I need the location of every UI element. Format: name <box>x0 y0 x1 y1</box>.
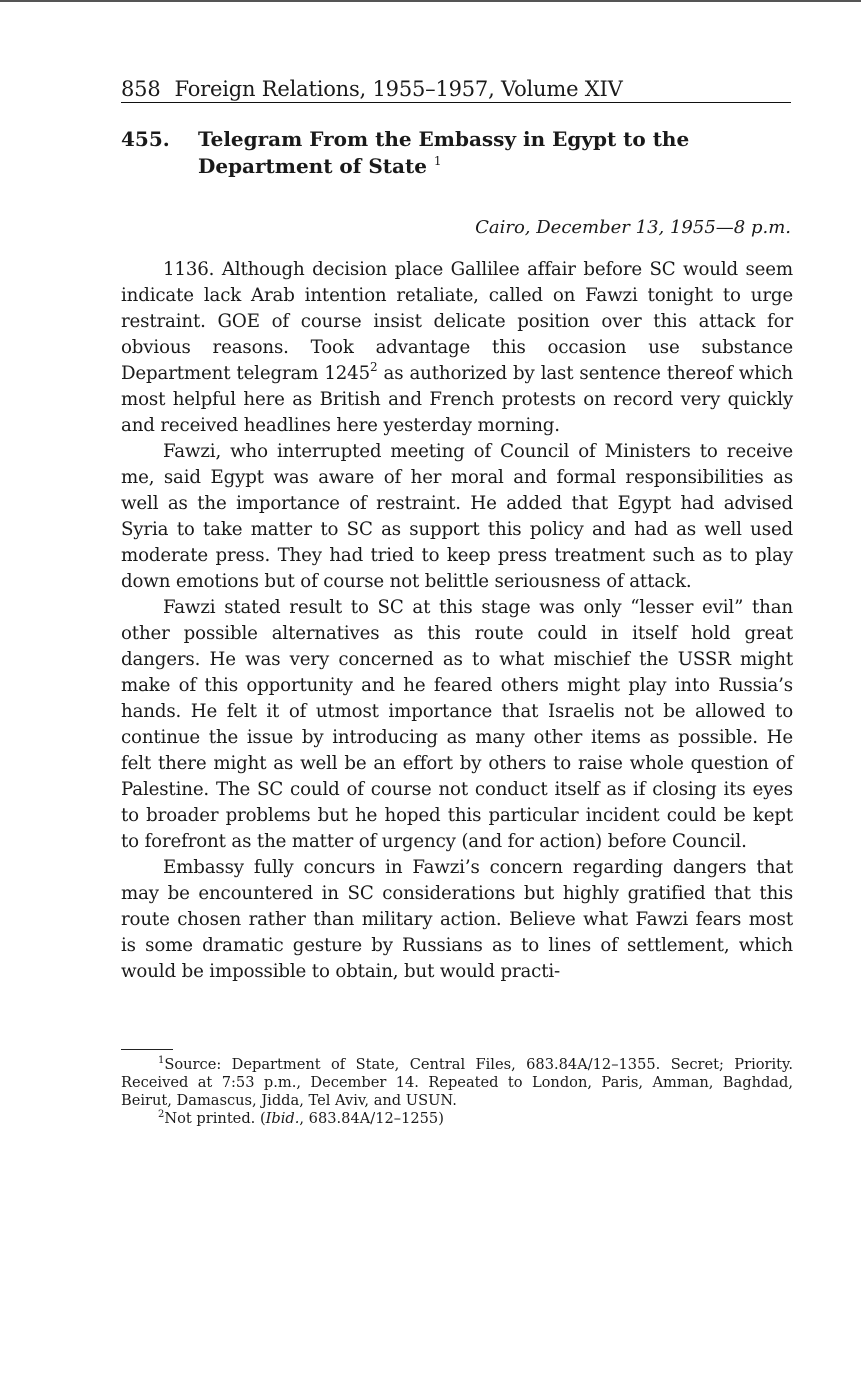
footnote-ref-1[interactable]: 1 <box>433 154 442 168</box>
document-title-block <box>198 126 791 180</box>
paragraph-1-text-a: 1136. Although decision place Gallilee affair before SC would seem indicate lack Arab intention retaliate, called on Fawzi tonight to urge restraint. GOE of course insist delicate position over this attack for obvious reasons. Took advantage this occasion use substance Department telegram 1245 <box>121 259 793 384</box>
telegram-body <box>121 257 793 985</box>
paragraph-3: Fawzi stated result to SC at this stage was only “lesser evil” than other possible alternatives as this route could in itself hold great dangers. He was very concerned as to what mischief the USSR might make of this opportunity and he feared others might play into Russia’s hands. He felt it of utmost importance that Israelis not be allowed to continue the issue by introducing as many other items as possible. He felt there might as well be an effort by others to raise whole question of Palestine. The SC could of course not conduct itself as if closing its eyes to broader problems but he hoped this particular incident could be kept to forefront as the matter of urgency (and for action) before Council. <box>121 597 793 852</box>
footnotes <box>121 1056 793 1128</box>
footnote-2-text-a: Not printed. ( <box>164 1110 266 1127</box>
footnote-divider <box>121 1049 173 1050</box>
page-top-border <box>0 0 861 2</box>
document-number: 455. <box>121 127 170 151</box>
dateline: Cairo, December 13, 1955—8 p.m. <box>475 217 791 238</box>
footnote-ref-2[interactable]: 2 <box>370 360 378 374</box>
paragraph-1 <box>121 257 793 439</box>
paragraph-1-text-b: as authorized by last sentence thereof which most helpful here as British and French protests on record very quickly and received headlines here yesterday morning. <box>121 363 793 436</box>
paragraph-4: Embassy fully concurs in Fawzi’s concern regarding dangers that may be encountered in SC considerations but highly gratified that this route chosen rather than military action. Believe what Fawzi fears most is some dramatic gesture by Russians as to lines of settlement, which would be impossible to obtain, but would practi- <box>121 857 793 982</box>
footnote-2-text-b: , 683.84A/12–1255) <box>299 1110 444 1127</box>
footnote-1 <box>121 1056 793 1110</box>
footnote-1-text: Source: Department of State, Central Files, 683.84A/12–1355. Secret; Priority. Received at 7:53 p.m., December 14. Repeated to London, Paris, Amman, Baghdad, Beirut, Damascus, Jidda, Tel Aviv, and USUN. <box>121 1056 793 1109</box>
running-header <box>121 76 791 103</box>
footnote-2 <box>121 1110 793 1128</box>
footnote-2-mark: 2 <box>158 1109 165 1120</box>
paragraph-2: Fawzi, who interrupted meeting of Council of Ministers to receive me, said Egypt was aware of her moral and formal responsibilities as well as the importance of restraint. He added that Egypt had advised Syria to take matter to SC as support this policy and had as well used moderate press. They had tried to keep press treatment such as to play down emotions but of course not belittle seriousness of attack. <box>121 441 793 592</box>
book-title: Foreign Relations, 1955–1957, Volume XIV <box>174 77 623 101</box>
document-title: Telegram From the Embassy in Egypt to the Department of State <box>198 127 690 178</box>
footnote-2-ibid: Ibid. <box>265 1110 300 1127</box>
page-number: 858 <box>121 77 161 101</box>
footnote-1-mark: 1 <box>158 1055 165 1066</box>
